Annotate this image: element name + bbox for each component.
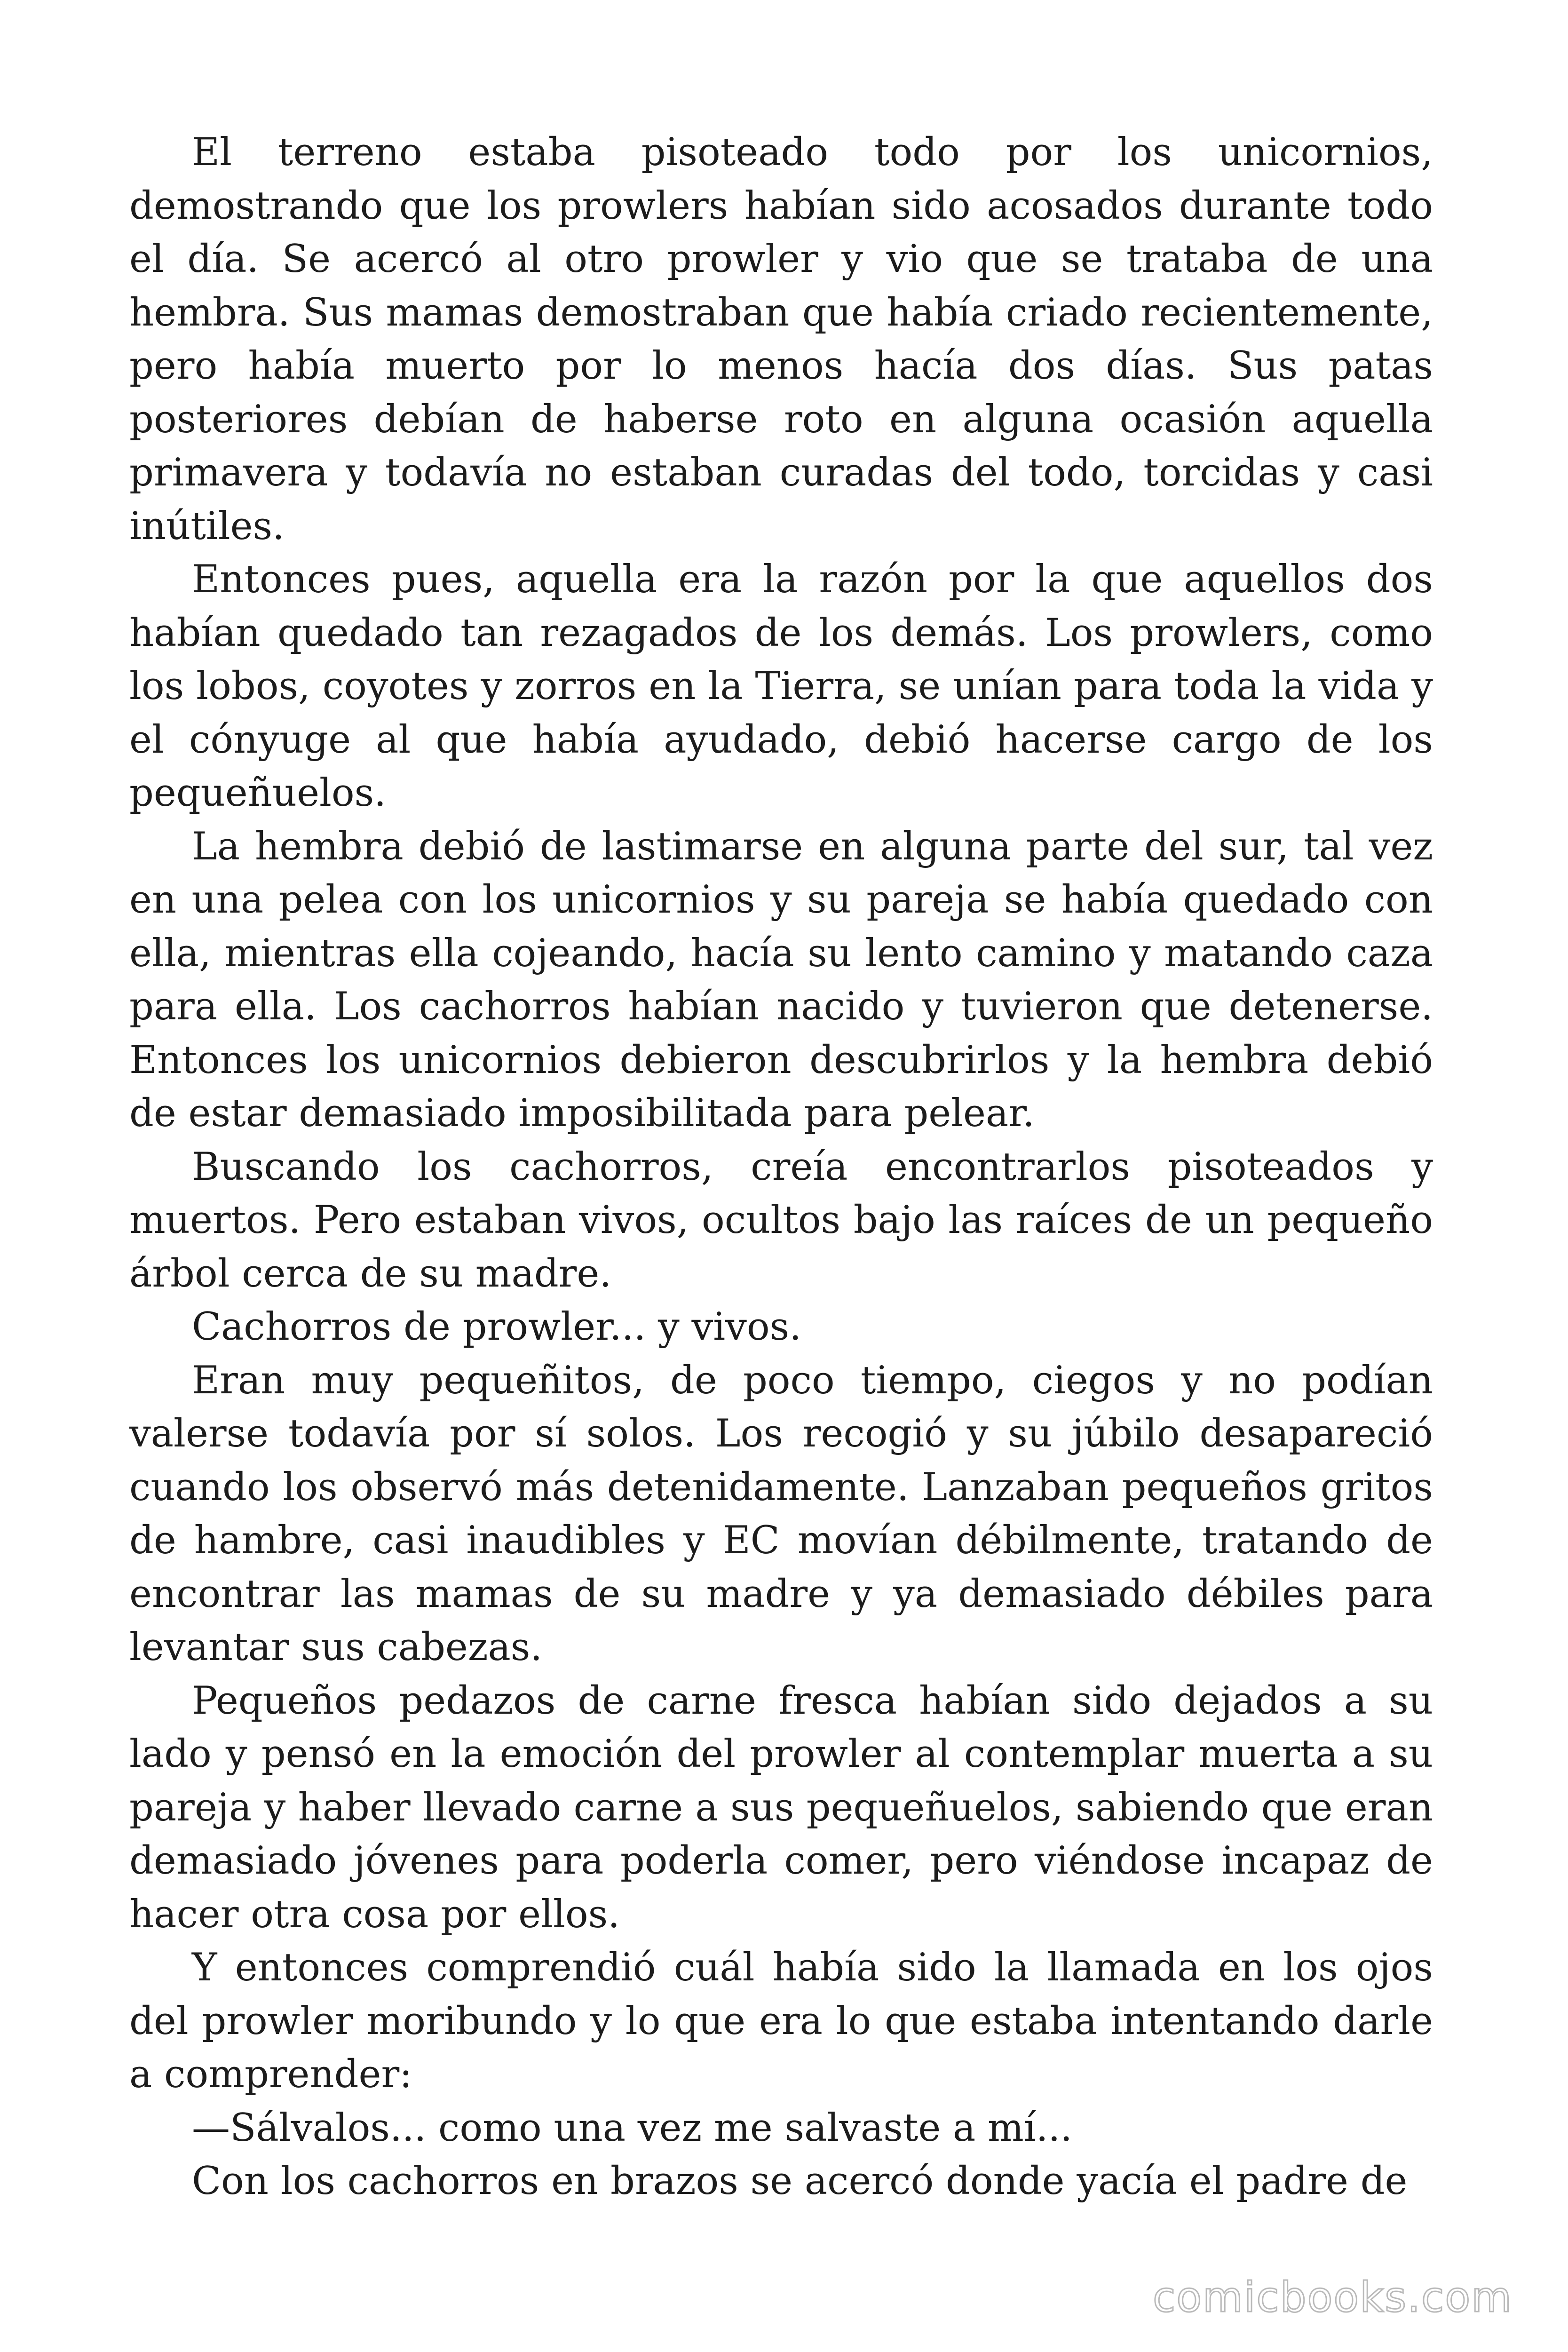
paragraph: Pequeños pedazos de carne fresca habían sido dejados a su lado y pensó en la emoción del prowler al contemplar muerta a su pareja y haber llevado carne a sus pequeñuelos, sabiendo que eran demasiado jóvenes para poderla comer, pero viéndose incapaz de hacer otra cosa por ellos. bbox=[129, 1678, 1433, 1937]
paragraph: Cachorros de prowler... y vivos. bbox=[192, 1305, 801, 1349]
paragraph: Entonces pues, aquella era la razón por la que aquellos dos habían quedado tan rezagados de los demás. Los prowlers, como los lobos, coyotes y zorros en la Tierra, se unían para toda la vida y el cónyuge al que había ayudado, debió hacerse cargo de los pequeñuelos. bbox=[129, 557, 1433, 815]
body-text bbox=[129, 126, 1433, 2209]
watermark: comicbooks.com bbox=[1152, 2273, 1513, 2321]
paragraph: Buscando los cachorros, creía encontrarlos pisoteados y muertos. Pero estaban vivos, ocultos bajo las raíces de un pequeño árbol cerca de su madre. bbox=[129, 1144, 1433, 1296]
paragraph: La hembra debió de lastimarse en alguna parte del sur, tal vez en una pelea con los unicornios y su pareja se había quedado con ella, mientras ella cojeando, hacía su lento camino y matando caza para ella. Los cachorros habían nacido y tuvieron que detenerse. Entonces los unicornios debieron descubrirlos y la hembra debió de estar demasiado imposibilitada para pelear. bbox=[129, 824, 1433, 1136]
paragraph: El terreno estaba pisoteado todo por los unicornios, demostrando que los prowlers habían sido acosados durante todo el día. Se acercó al otro prowler y vio que se trataba de una hembra. Sus mamas demostraban que había criado recientemente, pero había muerto por lo menos hacía dos días. Sus patas posteriores debían de haberse roto en alguna ocasión aquella primavera y todavía no estaban curadas del todo, torcidas y casi inútiles. bbox=[129, 130, 1433, 548]
paragraph: Y entonces comprendió cuál había sido la llamada en los ojos del prowler moribundo y lo que era lo que estaba intentando darle a comprender: bbox=[129, 1946, 1433, 2097]
paragraph: Eran muy pequeñitos, de poco tiempo, ciegos y no podían valerse todavía por sí solos. Los recogió y su júbilo desapareció cuando los observó más detenidamente. Lanzaban pequeños gritos de hambre, casi inaudibles y EC movían débilmente, tratando de encontrar las mamas de su madre y ya demasiado débiles para levantar sus cabezas. bbox=[129, 1358, 1433, 1669]
paragraph: Con los cachorros en brazos se acercó donde yacía el padre de bbox=[192, 2159, 1408, 2203]
dialogue-line: —Sálvalos... como una vez me salvaste a mí... bbox=[192, 2106, 1073, 2150]
